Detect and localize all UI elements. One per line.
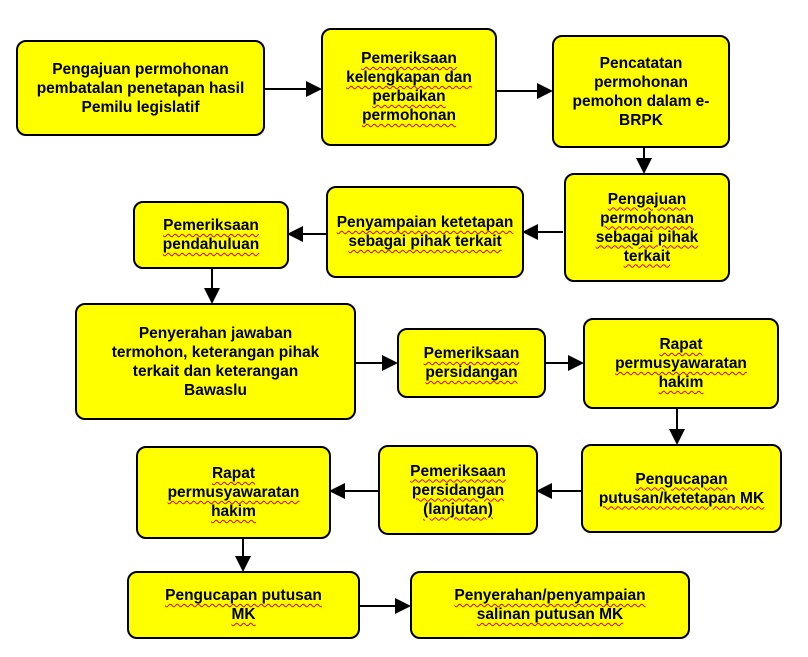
node-pemeriksaan-pendahuluan: Pemeriksaan pendahuluan (133, 201, 289, 269)
node-penyerahan-salinan-putusan: Penyerahan/penyampaian salinan putusan MK (410, 571, 690, 639)
node-pemeriksaan-persidangan-lanjutan: Pemeriksaan persidangan (lanjutan) (378, 445, 538, 535)
node-pengucapan-putusan-ketetapan: Pengucapan putusan/ketetapan MK (581, 444, 782, 533)
node-rapat-permusyawaratan-hakim-1: Rapat permusyawaratan hakim (583, 318, 779, 409)
node-rapat-permusyawaratan-hakim-2: Rapat permusyawaratan hakim (136, 446, 331, 539)
node-penyerahan-jawaban: Penyerahan jawaban termohon, keterangan pihak terkait dan keterangan Bawaslu (75, 303, 356, 420)
node-pencatatan-ebrpk: Pencatatan permohonan pemohon dalam e-BRPK (552, 35, 730, 148)
node-pemeriksaan-kelengkapan: Pemeriksaan kelengkapan dan perbaikan permohonan (321, 28, 497, 146)
node-penyampaian-ketetapan: Penyampaian ketetapan sebagai pihak terkait (326, 186, 524, 278)
node-pengajuan-pihak-terkait: Pengajuan permohonan sebagai pihak terkait (564, 173, 730, 282)
node-pemeriksaan-persidangan: Pemeriksaan persidangan (397, 328, 546, 398)
node-pengajuan-permohonan-pembatalan: Pengajuan permohonan pembatalan penetapan hasil Pemilu legislatif (16, 40, 265, 136)
node-pengucapan-putusan-mk: Pengucapan putusan MK (127, 571, 360, 639)
